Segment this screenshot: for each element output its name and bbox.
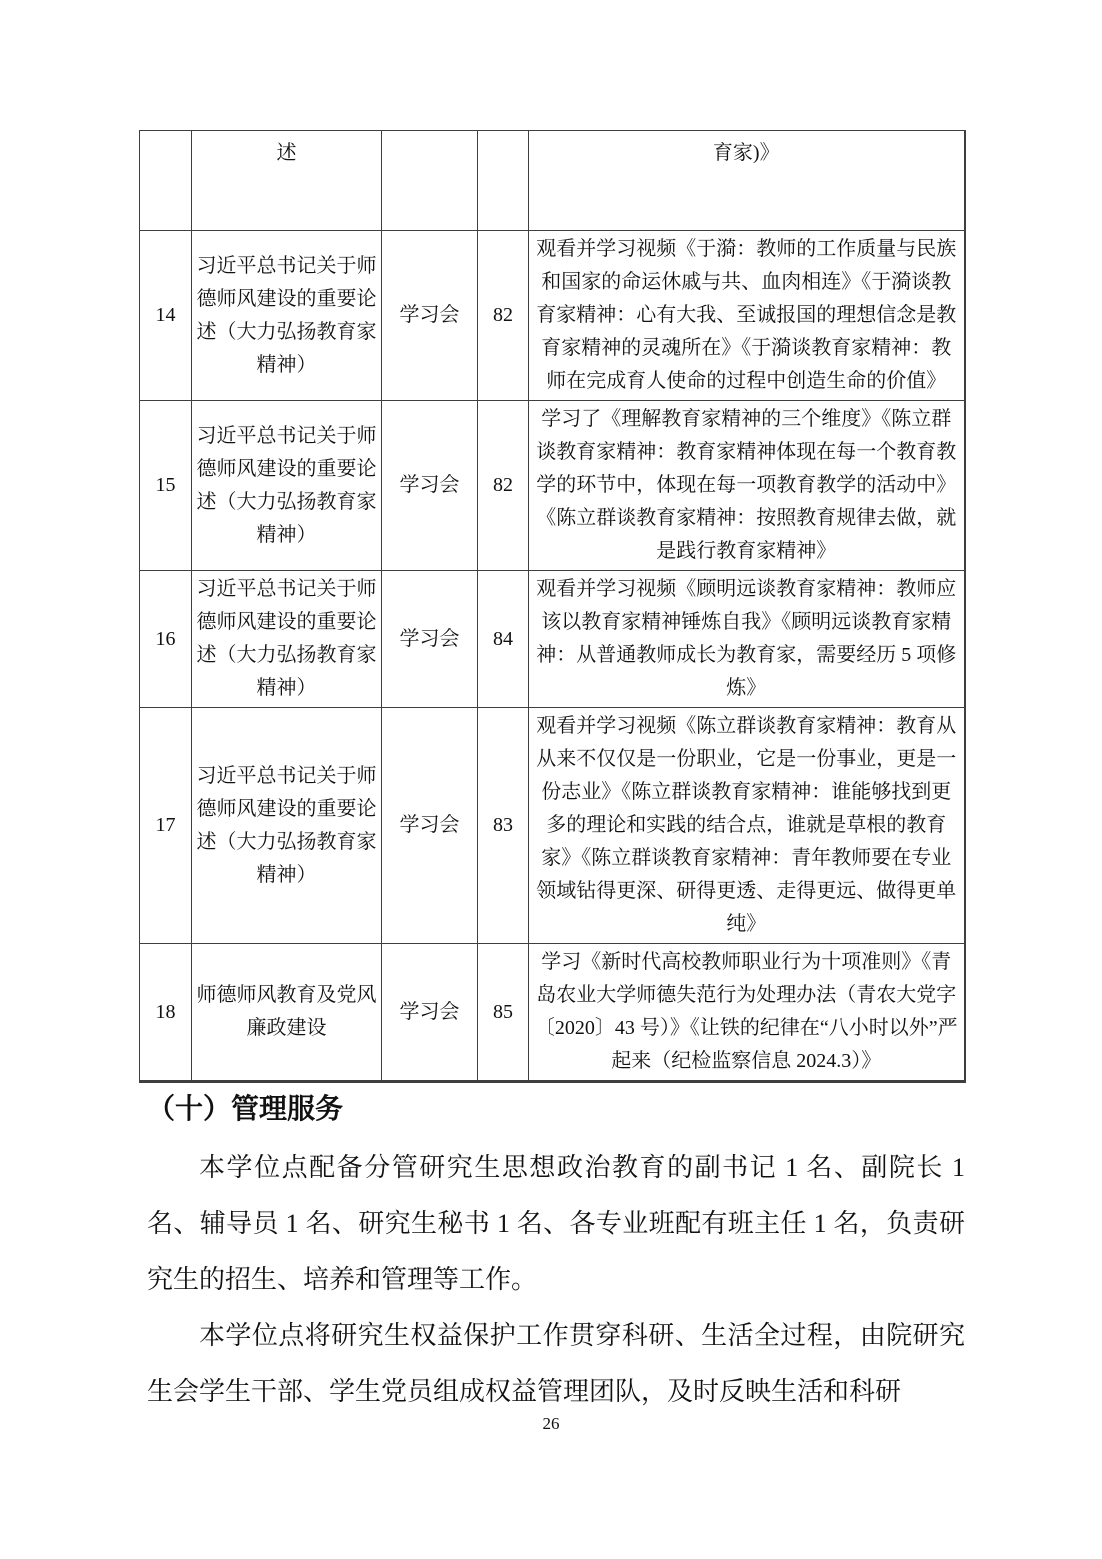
cell-topic: 习近平总书记关于师德师风建设的重要论述（大力弘扬教育家精神） (192, 571, 382, 708)
activity-table-container (139, 130, 966, 1083)
table-row (140, 231, 965, 401)
cell-count: 85 (478, 944, 529, 1082)
cell-format: 学习会 (382, 571, 478, 708)
cell-format: 学习会 (382, 231, 478, 401)
activity-table (139, 130, 966, 1083)
table-row (140, 401, 965, 571)
cell-count: 84 (478, 571, 529, 708)
cell-no: 15 (140, 401, 192, 571)
cell-count (478, 131, 529, 231)
management-service-section (147, 1090, 965, 1420)
table-row (140, 708, 965, 944)
table-row (140, 944, 965, 1082)
cell-count: 82 (478, 401, 529, 571)
cell-no (140, 131, 192, 231)
cell-no: 16 (140, 571, 192, 708)
table-row (140, 571, 965, 708)
cell-count: 82 (478, 231, 529, 401)
cell-format (382, 131, 478, 231)
cell-topic: 师德师风教育及党风廉政建设 (192, 944, 382, 1082)
section-heading: （十）管理服务 (147, 1094, 344, 1125)
cell-topic: 习近平总书记关于师德师风建设的重要论述（大力弘扬教育家精神） (192, 231, 382, 401)
cell-content: 观看并学习视频《顾明远谈教育家精神：教师应该以教育家精神锤炼自我》《顾明远谈教育家精神：从普通教师成长为教育家，需要经历 5 项修炼》 (529, 571, 965, 708)
page-number: 26 (542, 1414, 560, 1433)
cell-no: 18 (140, 944, 192, 1082)
cell-format: 学习会 (382, 708, 478, 944)
cell-topic: 习近平总书记关于师德师风建设的重要论述（大力弘扬教育家精神） (192, 708, 382, 944)
cell-topic: 习近平总书记关于师德师风建设的重要论述（大力弘扬教育家精神） (192, 401, 382, 571)
cell-format: 学习会 (382, 401, 478, 571)
cell-format: 学习会 (382, 944, 478, 1082)
cell-content: 观看并学习视频《于漪：教师的工作质量与民族和国家的命运休戚与共、血肉相连》《于漪谈教育家精神：心有大我、至诚报国的理想信念是教育家精神的灵魂所在》《于漪谈教育家精神：教师在完成育人使命的过程中创造生命的价值》 (529, 231, 965, 401)
cell-content: 观看并学习视频《陈立群谈教育家精神：教育从从来不仅仅是一份职业，它是一份事业，更是一份志业》《陈立群谈教育家精神：谁能够找到更多的理论和实践的结合点，谁就是草根的教育家》《陈立群谈教育家精神：青年教师要在专业领域钻得更深、研得更透、走得更远、做得更单纯》 (529, 708, 965, 944)
cell-count: 83 (478, 708, 529, 944)
cell-content: 学习《新时代高校教师职业行为十项准则》《青岛农业大学师德失范行为处理办法（青农大党字〔2020〕43 号）》《让铁的纪律在“八小时以外”严起来（纪检监察信息 2024.3）》 (529, 944, 965, 1082)
body-paragraph: 本学位点配备分管研究生思想政治教育的副书记 1 名、副院长 1 名、辅导员 1 名、研究生秘书 1 名、各专业班配有班主任 1 名，负责研究生的招生、培养和管理等工作。 (147, 1153, 965, 1294)
body-paragraph: 本学位点将研究生权益保护工作贯穿科研、生活全过程，由院研究生会学生干部、学生党员组成权益管理团队，及时反映生活和科研 (147, 1321, 965, 1406)
cell-no: 17 (140, 708, 192, 944)
table-continuation-row (140, 131, 965, 231)
cell-content: 学习了《理解教育家精神的三个维度》《陈立群谈教育家精神：教育家精神体现在每一个教育教学的环节中，体现在每一项教育教学的活动中》《陈立群谈教育家精神：按照教育规律去做，就是践行教育家精神》 (529, 401, 965, 571)
cell-content: 育家)》 (529, 131, 965, 231)
cell-no: 14 (140, 231, 192, 401)
cell-topic: 述 (192, 131, 382, 231)
